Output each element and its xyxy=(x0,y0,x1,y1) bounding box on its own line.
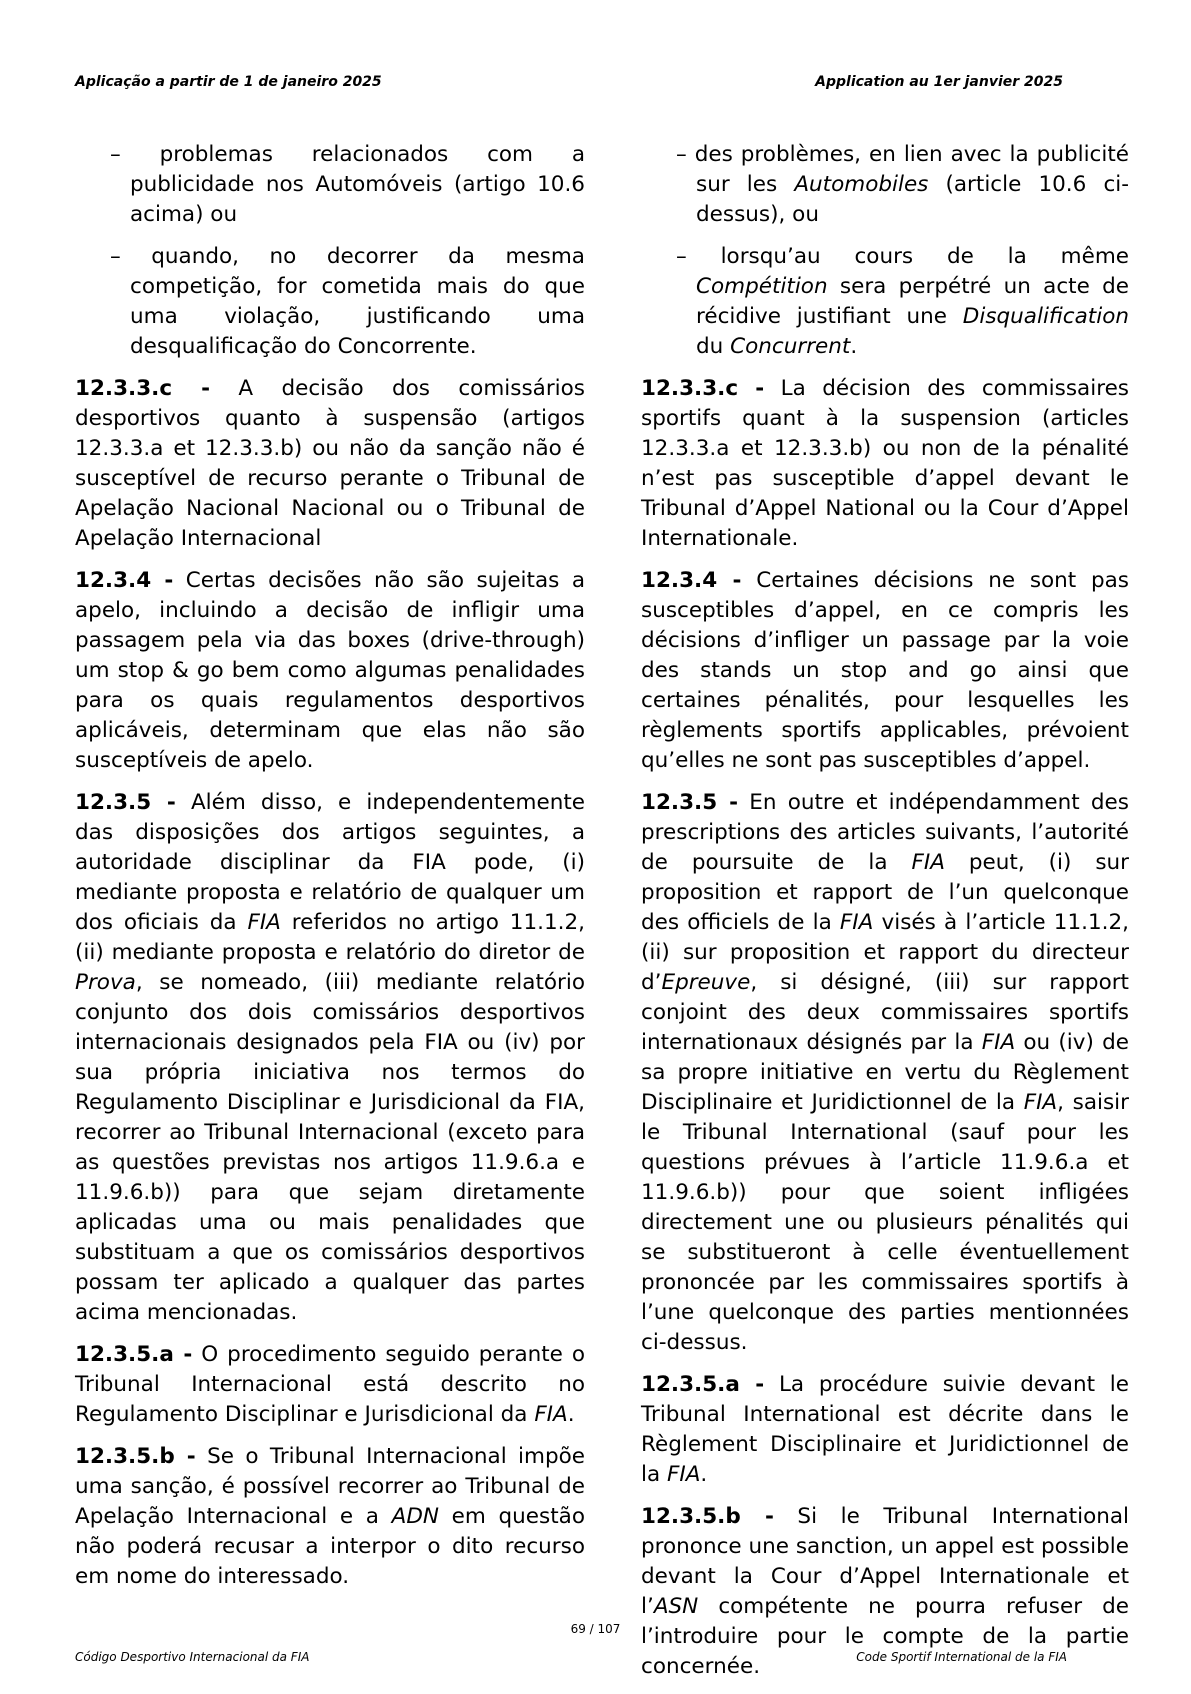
article-12-3-5-a xyxy=(75,1340,585,1430)
article-12-3-3-c xyxy=(75,374,585,554)
italic-term: ASN xyxy=(653,1594,699,1619)
bullet-text: sera perpétré un acte de récidive justifiant une xyxy=(696,274,1129,329)
italic-term: ADN xyxy=(391,1504,439,1529)
article-12-3-4 xyxy=(641,566,1129,776)
italic-term: FIA xyxy=(981,1030,1016,1055)
italic-term: Disqualification xyxy=(962,304,1129,329)
article-text: peut, (i) sur proposition et rapport de l’un quelconque des officiels de la xyxy=(641,850,1130,935)
article-12-3-3-c xyxy=(641,374,1129,554)
italic-term: Concurrent xyxy=(730,334,851,359)
article-text: O procedimento seguido perante o Tribunal Internacional está descrito no Regulamento Disciplinar e Jurisdicional da xyxy=(75,1342,586,1427)
article-text: La décision des commissaires sportifs quant à la suspension (articles 12.3.3.a et 12.3.3.b) ou non de la pénalité n’est pas susceptible d’appel devant le Tribunal d’Appel National ou la Cour d’Appel Internationale. xyxy=(641,376,1129,551)
article-12-3-4 xyxy=(75,566,585,776)
italic-term: FIA xyxy=(247,910,281,935)
italic-term: FIA xyxy=(1023,1090,1058,1115)
article-text: La procédure suivie devant le Tribunal International est décrite dans le Règlement Disciplinaire et Juridictionnel de la xyxy=(641,1372,1129,1487)
article-text: Si le Tribunal International prononce une sanction, un appel est possible devant la Cour d’Appel Internationale et l’ xyxy=(641,1504,1130,1619)
article-text: em questão não poderá recusar a interpor o dito recurso em nome do interessado. xyxy=(75,1504,585,1589)
italic-term: FIA xyxy=(534,1402,568,1427)
article-number: 12.3.5.a - xyxy=(75,1342,193,1367)
bullet-text: . xyxy=(850,334,858,359)
bullet-repeat-violation xyxy=(641,242,1129,362)
bullet-text: du xyxy=(696,334,731,359)
article-number: 12.3.5 - xyxy=(641,790,738,815)
bullet-text: (article 10.6 ci-dessus), ou xyxy=(696,172,1129,227)
right-column-french xyxy=(641,140,1129,1694)
article-number: 12.3.5.b - xyxy=(641,1504,774,1529)
article-text: . xyxy=(567,1402,575,1427)
article-text: referidos no artigo 11.1.2, (ii) mediante proposta e relatório do diretor de xyxy=(75,910,586,965)
article-12-3-5 xyxy=(75,788,585,1328)
article-text: , saisir le Tribunal International (sauf pour les questions prévues à l’article 11.9.6.a et 11.9.6.b)) pour que soient infligées directement une ou plusieurs pénalités qui se substitueront à celle éventuellement prononcée par les commissaires sportifs à l’une quelconque des parties mentionnées ci-dessus. xyxy=(641,1090,1129,1355)
article-text: , si désigné, (iii) sur rapport conjoint des deux commissaires sportifs internationaux désignés par la xyxy=(641,970,1129,1055)
article-text: visés à l’article 11.1.2, (ii) sur proposition et rapport du directeur d’ xyxy=(641,910,1129,995)
italic-term: FIA xyxy=(839,910,874,935)
left-column-portuguese xyxy=(75,140,585,1604)
article-number: 12.3.3.c - xyxy=(75,376,211,401)
italic-term: Automobiles xyxy=(794,172,929,197)
article-text: En outre et indépendamment des prescriptions des articles suivants, l’autorité de poursuite de la xyxy=(641,790,1129,875)
header-left: Aplicação a partir de 1 de janeiro 2025 xyxy=(75,74,382,90)
article-number: 12.3.5.a - xyxy=(641,1372,765,1397)
italic-term: Compétition xyxy=(696,274,828,299)
bullet-publicity: – problemas relacionados com a publicidade nos Automóveis (artigo 10.6 acima) ou xyxy=(110,142,585,227)
page-number: 69 / 107 xyxy=(570,1622,621,1636)
article-12-3-5-b xyxy=(75,1442,585,1592)
article-text: Além disso, e independentemente das disposições dos artigos seguintes, a autoridade disciplinar da FIA pode, (i) mediante proposta e relatório de qualquer um dos oficiais da xyxy=(75,790,585,935)
footer-right: Code Sportif International de la FIA xyxy=(856,1650,1067,1664)
article-12-3-5 xyxy=(641,788,1129,1358)
article-number: 12.3.3.c - xyxy=(641,376,765,401)
article-text: A decisão dos comissários desportivos quanto à suspensão (artigos 12.3.3.a et 12.3.3.b) ou não da sanção não é susceptível de recurso perante o Tribunal de Apelação Nacional Nacional ou o Tribunal de Apelação Internacional xyxy=(75,376,586,551)
article-12-3-5-a xyxy=(641,1370,1129,1490)
article-text: . xyxy=(700,1462,708,1487)
bullet-publicity xyxy=(641,140,1129,230)
header-right: Application au 1er janvier 2025 xyxy=(815,74,1063,90)
article-text: ou (iv) de sa propre initiative en vertu du Règlement Disciplinaire et Juridictionnel de la xyxy=(641,1030,1129,1115)
italic-term: FIA xyxy=(666,1462,701,1487)
article-number: 12.3.5 - xyxy=(75,790,176,815)
article-text: Certaines décisions ne sont pas susceptibles d’appel, en ce compris les décisions d’infliger un passage par la voie des stands un stop and go ainsi que certaines pénalités, pour lesquelles les règlements sportifs applicables, prévoient qu’elles ne sont pas susceptibles d’appel. xyxy=(641,568,1129,773)
italic-term: Epreuve xyxy=(661,970,751,995)
bullet-text: – lorsqu’au cours de la même xyxy=(676,244,1129,269)
italic-term: FIA xyxy=(911,850,945,875)
article-text: Se o Tribunal Internacional impõe uma sanção, é possível recorrer ao Tribunal de Apelação Internacional e a xyxy=(75,1444,586,1529)
italic-term: Prova xyxy=(75,970,136,995)
article-number: 12.3.4 - xyxy=(641,568,742,593)
article-text: compétente ne pourra refuser de l’introduire pour le compte de la partie concernée. xyxy=(641,1594,1129,1679)
footer-left: Código Desportivo Internacional da FIA xyxy=(75,1650,310,1664)
article-text: , se nomeado, (iii) mediante relatório conjunto dos dois comissários desportivos internacionais designados pela FIA ou (iv) por sua própria iniciativa nos termos do Regulamento Disciplinar e Jurisdicional da FIA, recorrer ao Tribunal Internacional (exceto para as questões previstas nos artigos 11.9.6.a e 11.9.6.b)) para que sejam diretamente aplicadas uma ou mais penalidades que substituam a que os comissários desportivos possam ter aplicado a qualquer das partes acima mencionadas. xyxy=(75,970,585,1325)
bullet-text: – des problèmes, en lien avec la publicité sur les xyxy=(676,142,1129,197)
bullet-repeat-violation: – quando, no decorrer da mesma competição, for cometida mais do que uma violação, justificando uma desqualificação do Concorrente. xyxy=(110,244,585,359)
article-number: 12.3.4 - xyxy=(75,568,174,593)
article-text: Certas decisões não são sujeitas a apelo, incluindo a decisão de infligir uma passagem pela via das boxes (drive-through) um stop & go bem como algumas penalidades para os quais regulamentos desportivos aplicáveis, determinam que elas não são susceptíveis de apelo. xyxy=(75,568,585,773)
article-number: 12.3.5.b - xyxy=(75,1444,196,1469)
